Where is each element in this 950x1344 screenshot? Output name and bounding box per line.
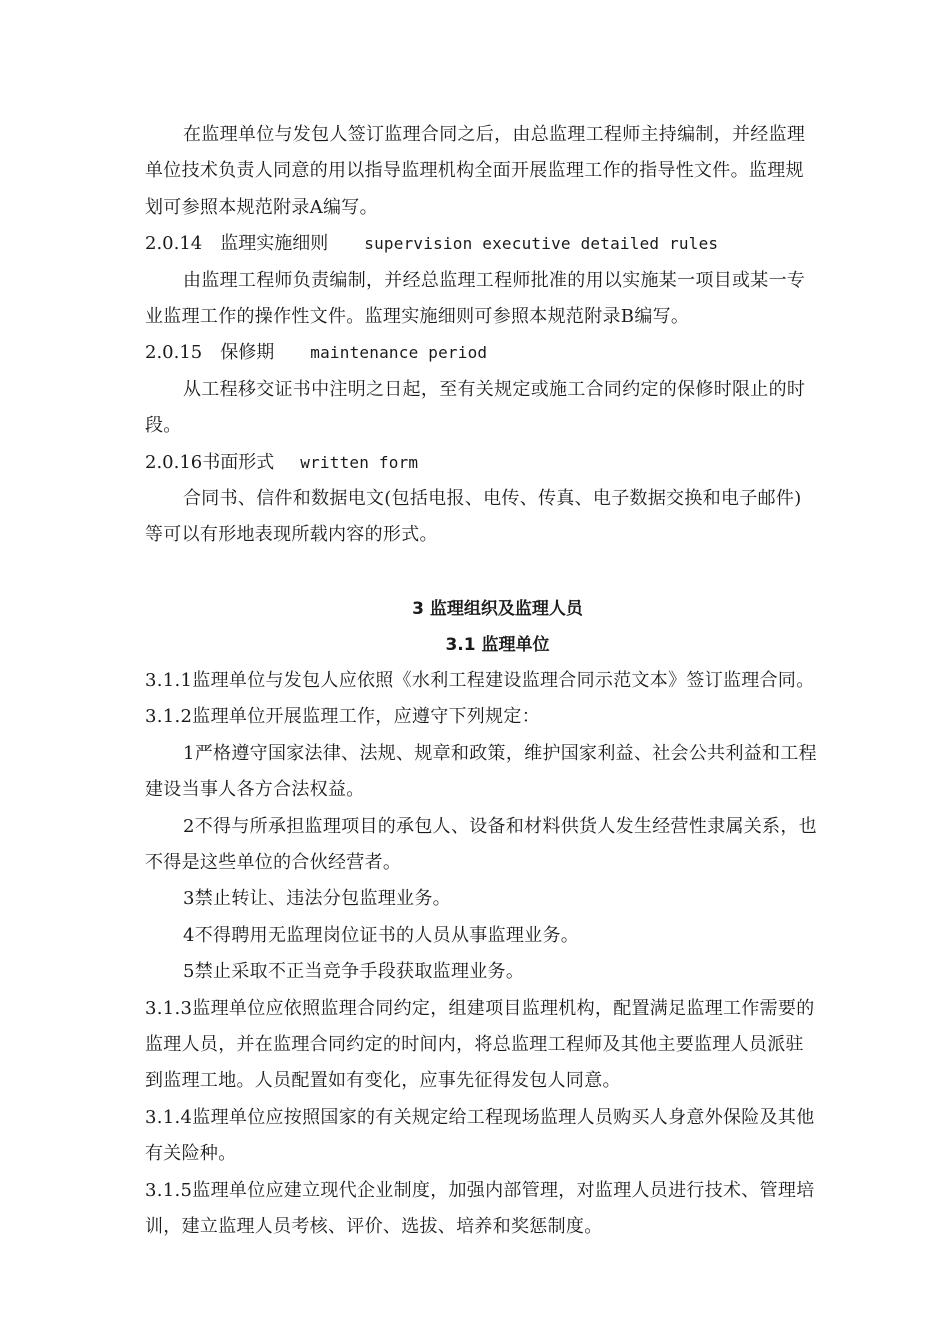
paragraph-line: 到监理工地。人员配置如有变化，应事先征得发包人同意。 bbox=[145, 1070, 621, 1092]
paragraph-line: 3.1.1监理单位与发包人应依照《水利工程建设监理合同示范文本》签订监理合同。 bbox=[145, 669, 815, 691]
paragraph-line: 业监理工作的操作性文件。监理实施细则可参照本规范附录B编写。 bbox=[145, 306, 690, 328]
clause-3-1-3 bbox=[145, 991, 850, 1100]
term-definition-2-0-14 bbox=[145, 263, 850, 336]
chapter-title: 3 监理组织及监理人员 bbox=[412, 598, 583, 619]
paragraph-line: 3.1.5监理单位应建立现代企业制度，加强内部管理，对监理人员进行技术、管理培 bbox=[145, 1179, 815, 1201]
clause-3-1-5 bbox=[145, 1173, 850, 1246]
term-number: 2.0.14 bbox=[145, 233, 203, 255]
paragraph-line: 监理人员，并在监理合同约定的时间内，将总监理工程师及其他主要监理人员派驻 bbox=[145, 1033, 804, 1055]
paragraph-line: 建设当事人各方合法权益。 bbox=[145, 779, 365, 801]
paragraph-line: 有关险种。 bbox=[145, 1143, 237, 1165]
clause-3-1-2 bbox=[145, 699, 850, 735]
clause-3-1-4 bbox=[145, 1100, 850, 1173]
paragraph-line: 划可参照本规范附录A编写。 bbox=[145, 196, 378, 218]
list-item-2 bbox=[145, 809, 850, 882]
paragraph-line: 4不得聘用无监理岗位证书的人员从事监理业务。 bbox=[183, 924, 580, 946]
term-name-cn: 监理实施细则 bbox=[220, 233, 329, 255]
section-title: 3.1 监理单位 bbox=[445, 634, 550, 655]
paragraph-line: 3.1.2监理单位开展监理工作，应遵守下列规定： bbox=[145, 706, 540, 728]
term-definition-2-0-16 bbox=[145, 481, 850, 554]
term-name-en: written form bbox=[300, 452, 419, 472]
term-number: 2.0.16 bbox=[145, 451, 203, 473]
paragraph-line: 等可以有形地表现所载内容的形式。 bbox=[145, 524, 438, 546]
list-item-4 bbox=[145, 918, 850, 954]
document-page bbox=[145, 117, 850, 1245]
paragraph-line: 合同书、信件和数据电文(包括电报、电传、传真、电子数据交换和电子邮件) bbox=[183, 488, 802, 510]
paragraph-line: 训，建立监理人员考核、评价、选拔、培养和奖惩制度。 bbox=[145, 1215, 603, 1237]
paragraph-line: 不得是这些单位的合伙经营者。 bbox=[145, 851, 402, 873]
paragraph-line: 3.1.4监理单位应按照国家的有关规定给工程现场监理人员购买人身意外保险及其他 bbox=[145, 1106, 815, 1128]
term-name-en: maintenance period bbox=[310, 343, 488, 363]
paragraph-line: 3.1.3监理单位应依照监理合同约定，组建项目监理机构，配置满足监理工作需要的 bbox=[145, 997, 815, 1019]
term-heading-2-0-14 bbox=[145, 226, 850, 262]
term-heading-2-0-15 bbox=[145, 335, 850, 371]
term-number: 2.0.15 bbox=[145, 342, 203, 364]
paragraph-line: 2不得与所承担监理项目的承包人、设备和材料供货人发生经营性隶属关系，也 bbox=[183, 815, 817, 837]
intro-paragraph bbox=[145, 117, 850, 226]
term-name-en: supervision executive detailed rules bbox=[364, 234, 719, 254]
paragraph-line: 从工程移交证书中注明之日起，至有关规定或施工合同约定的保修时限止的时 bbox=[183, 378, 806, 400]
paragraph-line: 由监理工程师负责编制，并经总监理工程师批准的用以实施某一项目或某一专 bbox=[183, 269, 806, 291]
section-spacer bbox=[145, 554, 850, 591]
paragraph-line: 3禁止转让、违法分包监理业务。 bbox=[183, 888, 451, 910]
list-item-1 bbox=[145, 736, 850, 809]
paragraph-line: 单位技术负责人同意的用以指导监理机构全面开展监理工作的指导性文件。监理规 bbox=[145, 160, 804, 182]
term-definition-2-0-15 bbox=[145, 372, 850, 445]
term-name-cn: 书面形式 bbox=[202, 451, 275, 473]
clause-3-1-1 bbox=[145, 663, 850, 699]
paragraph-line: 在监理单位与发包人签订监理合同之后，由总监理工程师主持编制，并经监理 bbox=[183, 124, 806, 145]
term-name-cn: 保修期 bbox=[220, 342, 275, 364]
list-item-5 bbox=[145, 954, 850, 990]
paragraph-line: 1严格遵守国家法律、法规、规章和政策，维护国家利益、社会公共利益和工程 bbox=[183, 742, 817, 764]
paragraph-line: 段。 bbox=[145, 415, 182, 437]
term-heading-2-0-16 bbox=[145, 445, 850, 481]
paragraph-line: 5禁止采取不正当竞争手段获取监理业务。 bbox=[183, 961, 525, 983]
list-item-3 bbox=[145, 881, 850, 917]
